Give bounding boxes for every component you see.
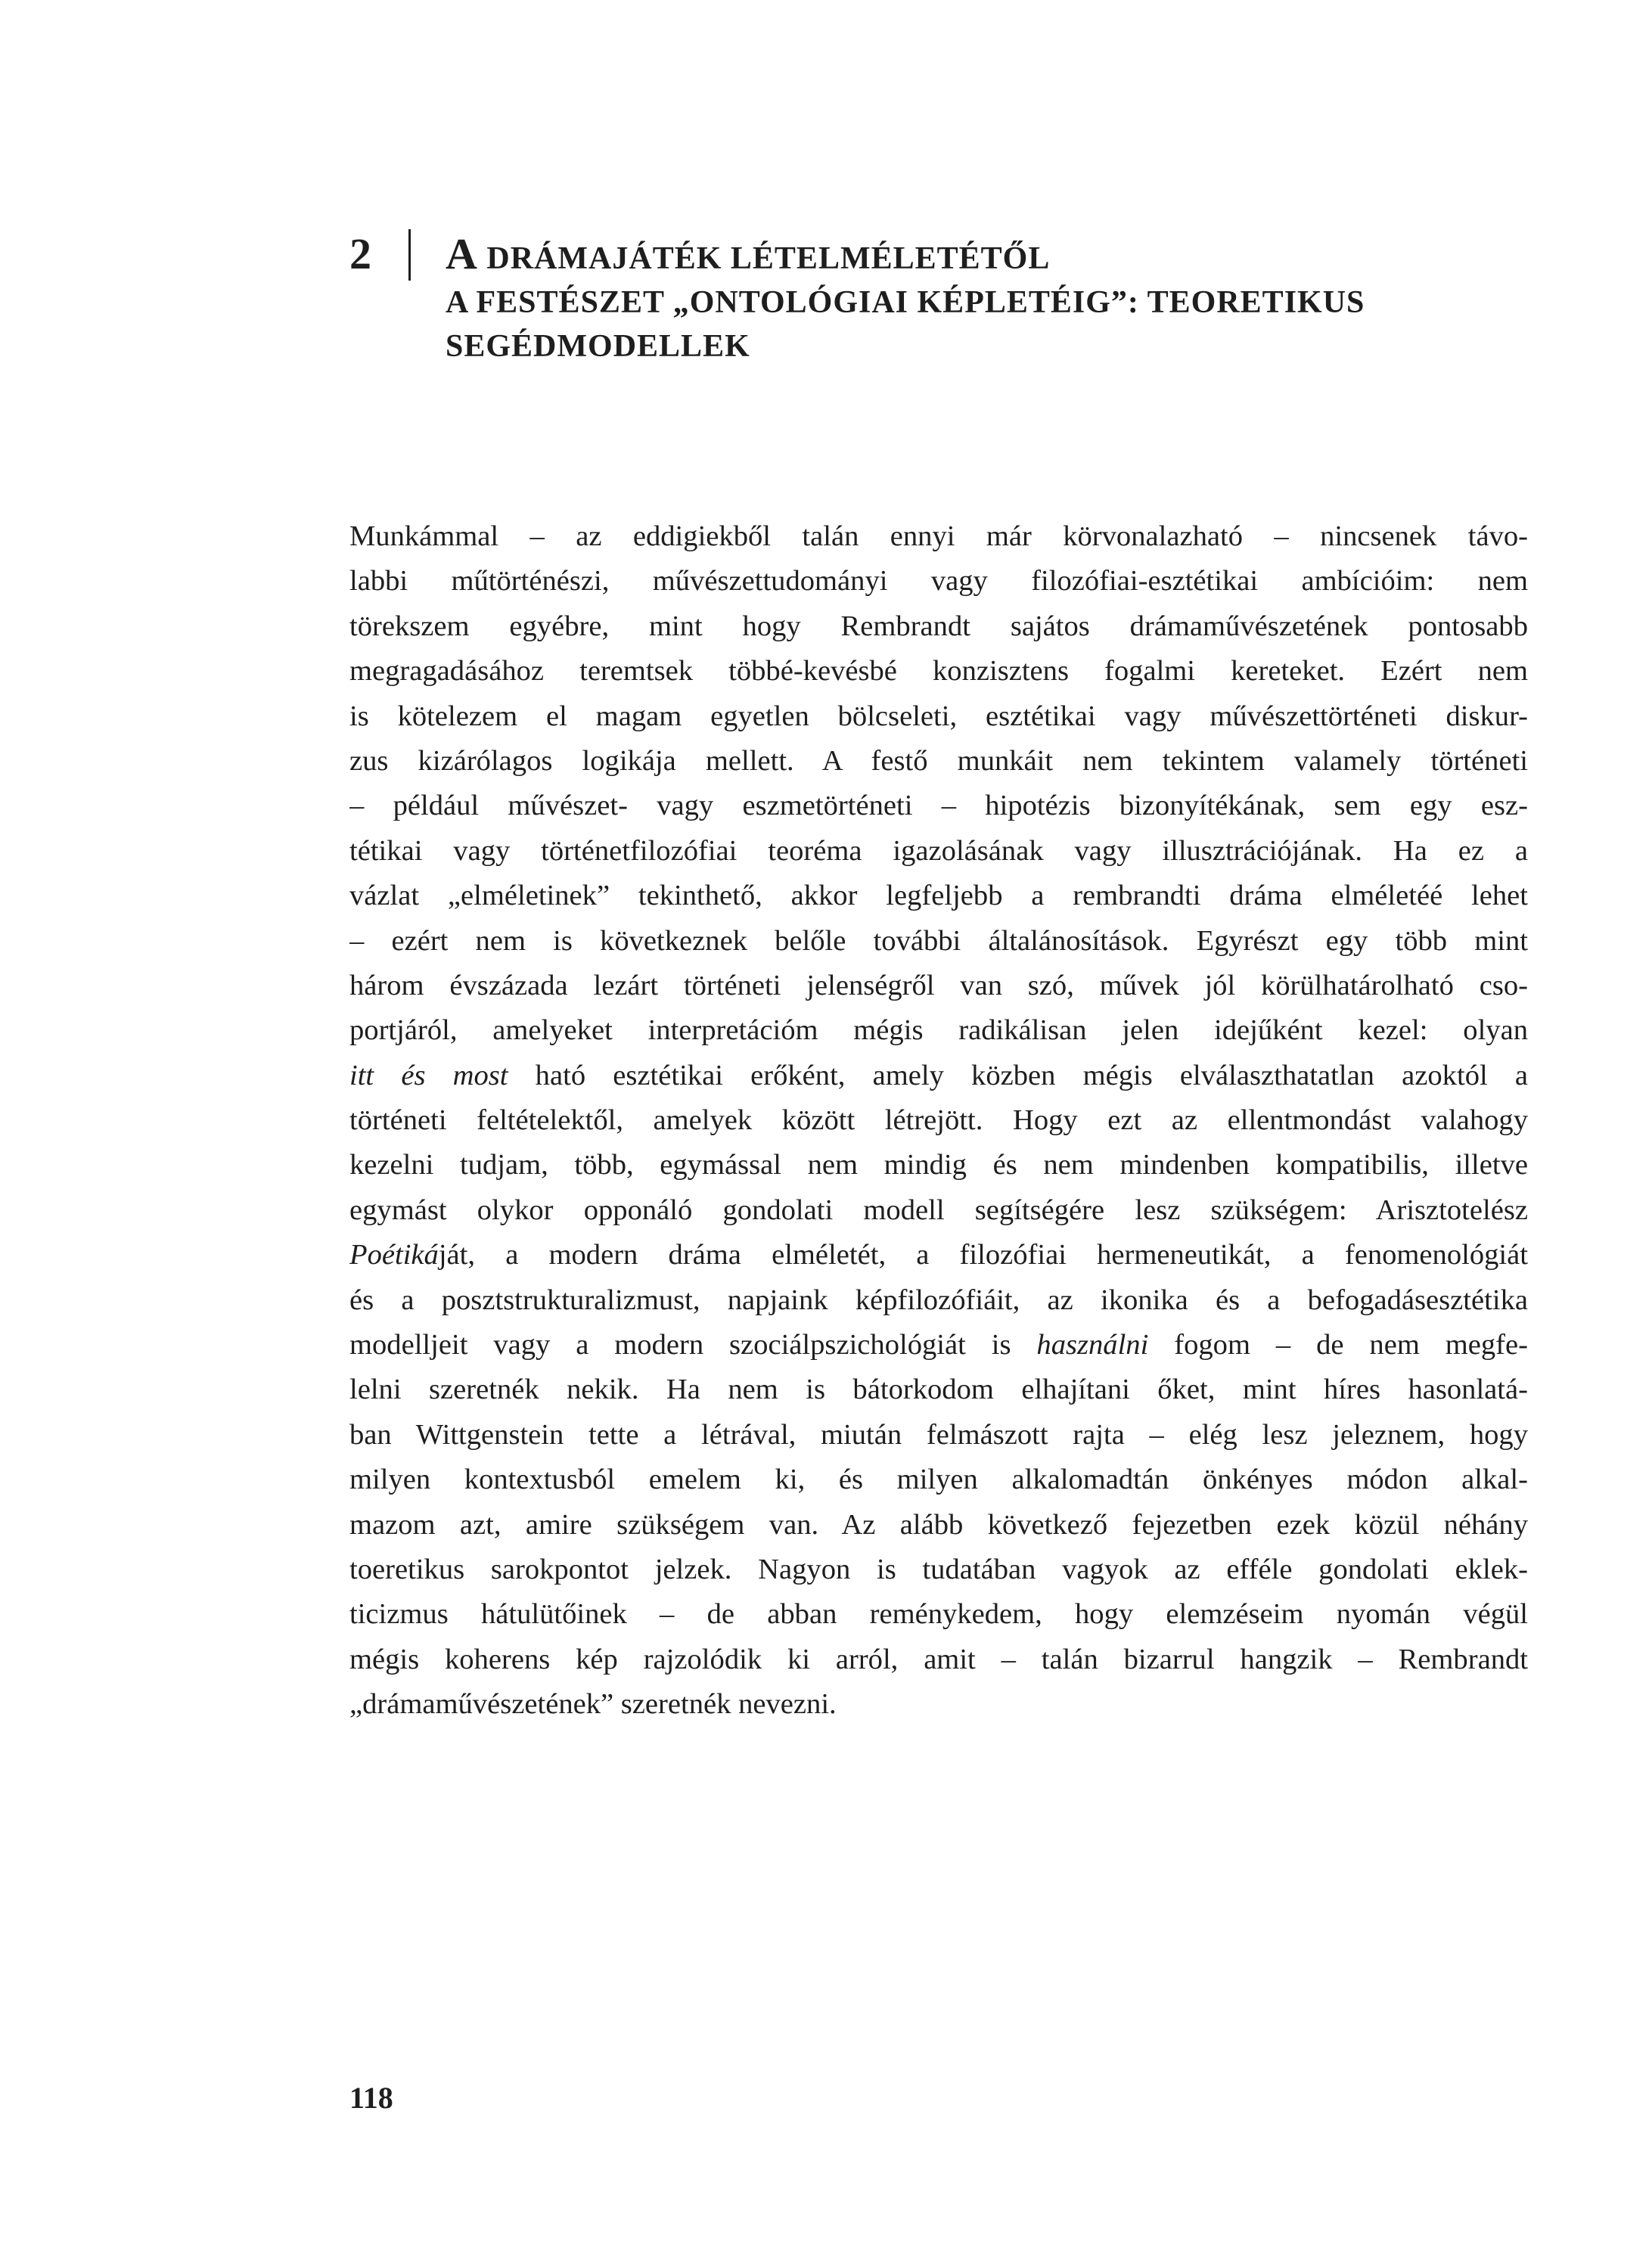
text-fragment: ható esztétikai erőként, amely közben mégis elválaszthatatlan azoktól a — [508, 1059, 1528, 1091]
text-line: tétikai vagy történetfilozófiai teoréma igazolásának vagy illusztrációjának. Ha ez a — [349, 834, 1528, 867]
chapter-title-line-2: A FESTÉSZET „ONTOLÓGIAI KÉPLETÉIG”: TEORETIKUS — [446, 285, 1365, 320]
text-line: – például művészet- vagy eszmetörténeti – hipotézis bizonyítékának, sem egy esz- — [349, 790, 1528, 822]
chapter-divider — [408, 229, 411, 281]
text-fragment: fogom – de nem megfe- — [1148, 1329, 1528, 1361]
chapter-title-line-1-rest: DRÁMAJÁTÉK LÉTELMÉLETÉTŐL — [477, 241, 1051, 276]
text-line: toeretikus sarokpontot jelzek. Nagyon is tudatában vagyok az efféle gondolati eklek- — [349, 1553, 1528, 1585]
text-fragment: ját, a modern dráma elméletét, a filozófiai hermeneutikát, a fenomenológiát — [438, 1239, 1528, 1271]
text-line: ticizmus hátulütőinek – de abban reménykedem, hogy elemzéseim nyomán végül — [349, 1598, 1528, 1631]
text-line — [349, 1233, 1528, 1277]
text-line: három évszázada lezárt történeti jelenségről van szó, művek jól körülhatárolható cso- — [349, 969, 1528, 1001]
text-line: vázlat „elméletinek” tekinthető, akkor legfeljebb a rembrandti dráma elméletéé lehet — [349, 880, 1528, 912]
text-line: megragadásához teremtsek többé-kevésbé konzisztens fogalmi kereteket. Ezért nem — [349, 655, 1528, 688]
text-line: Munkámmal – az eddigiekből talán ennyi már körvonalazható – nincsenek távo- — [349, 520, 1528, 552]
text-line: milyen kontextusból emelem ki, és milyen alkalomadtán önkényes módon alkal- — [349, 1464, 1528, 1496]
chapter-header — [349, 231, 1529, 368]
italic-phrase: használni — [1036, 1329, 1149, 1361]
text-line: mazom azt, amire szükségem van. Az alább következő fejezetben ezek közül néhány — [349, 1508, 1528, 1541]
chapter-title — [446, 229, 1365, 368]
text-line: „drámaművészetének” szeretnék nevezni. — [349, 1688, 837, 1721]
text-line: zus kizárólagos logikája mellett. A festő munkáit nem tekintem valamely történeti — [349, 744, 1528, 777]
page-number: 118 — [349, 2081, 393, 2115]
text-line: – ezért nem is következnek belőle további általánosítások. Egyrészt egy több mint — [349, 924, 1528, 957]
italic-phrase: itt és most — [349, 1059, 508, 1091]
chapter-title-initial: A — [446, 229, 478, 278]
text-line: kezelni tudjam, több, egymással nem mindig és nem mindenben kompatibilis, illetve — [349, 1149, 1528, 1181]
chapter-number: 2 — [349, 229, 371, 278]
text-line: lelni szeretnék nekik. Ha nem is bátorkodom elhajítani őket, mint híres hasonlatá- — [349, 1374, 1528, 1406]
text-line: labbi műtörténészi, művészettudományi vagy filozófiai-esztétikai ambícióim: nem — [349, 565, 1528, 598]
text-line: portjáról, amelyeket interpretációm mégis radikálisan jelen idejűként kezel: olyan — [349, 1014, 1528, 1047]
text-line: történeti feltételektől, amelyek között létrejött. Hogy ezt az ellentmondást valahogy — [349, 1104, 1528, 1137]
italic-phrase: Poétiká — [349, 1239, 439, 1271]
text-line — [349, 1054, 1528, 1098]
text-line: is kötelezem el magam egyetlen bölcseleti, esztétikai vagy művészettörténeti diskur- — [349, 700, 1528, 732]
text-fragment: modelljeit vagy a modern szociálpszichológiát is — [349, 1329, 1037, 1361]
text-line: ban Wittgenstein tette a létrával, miután felmászott rajta – elég lesz jeleznem, hogy — [349, 1418, 1528, 1451]
text-line: törekszem egyébre, mint hogy Rembrandt sajátos drámaművészetének pontosabb — [349, 610, 1528, 642]
text-line: és a posztstrukturalizmust, napjaink képfilozófiáit, az ikonika és a befogadásesztétika — [349, 1284, 1528, 1316]
text-line: egymást olykor opponáló gondolati modell segítségére lesz szükségem: Arisztotelész — [349, 1194, 1528, 1226]
chapter-title-line-1 — [446, 229, 1365, 281]
chapter-title-line-3: SEGÉDMODELLEK — [446, 329, 750, 364]
text-line: mégis koherens kép rajzolódik ki arról, amit – talán bizarrul hangzik – Rembrandt — [349, 1643, 1528, 1675]
text-line — [349, 1323, 1528, 1367]
body-paragraph — [349, 514, 1528, 1728]
